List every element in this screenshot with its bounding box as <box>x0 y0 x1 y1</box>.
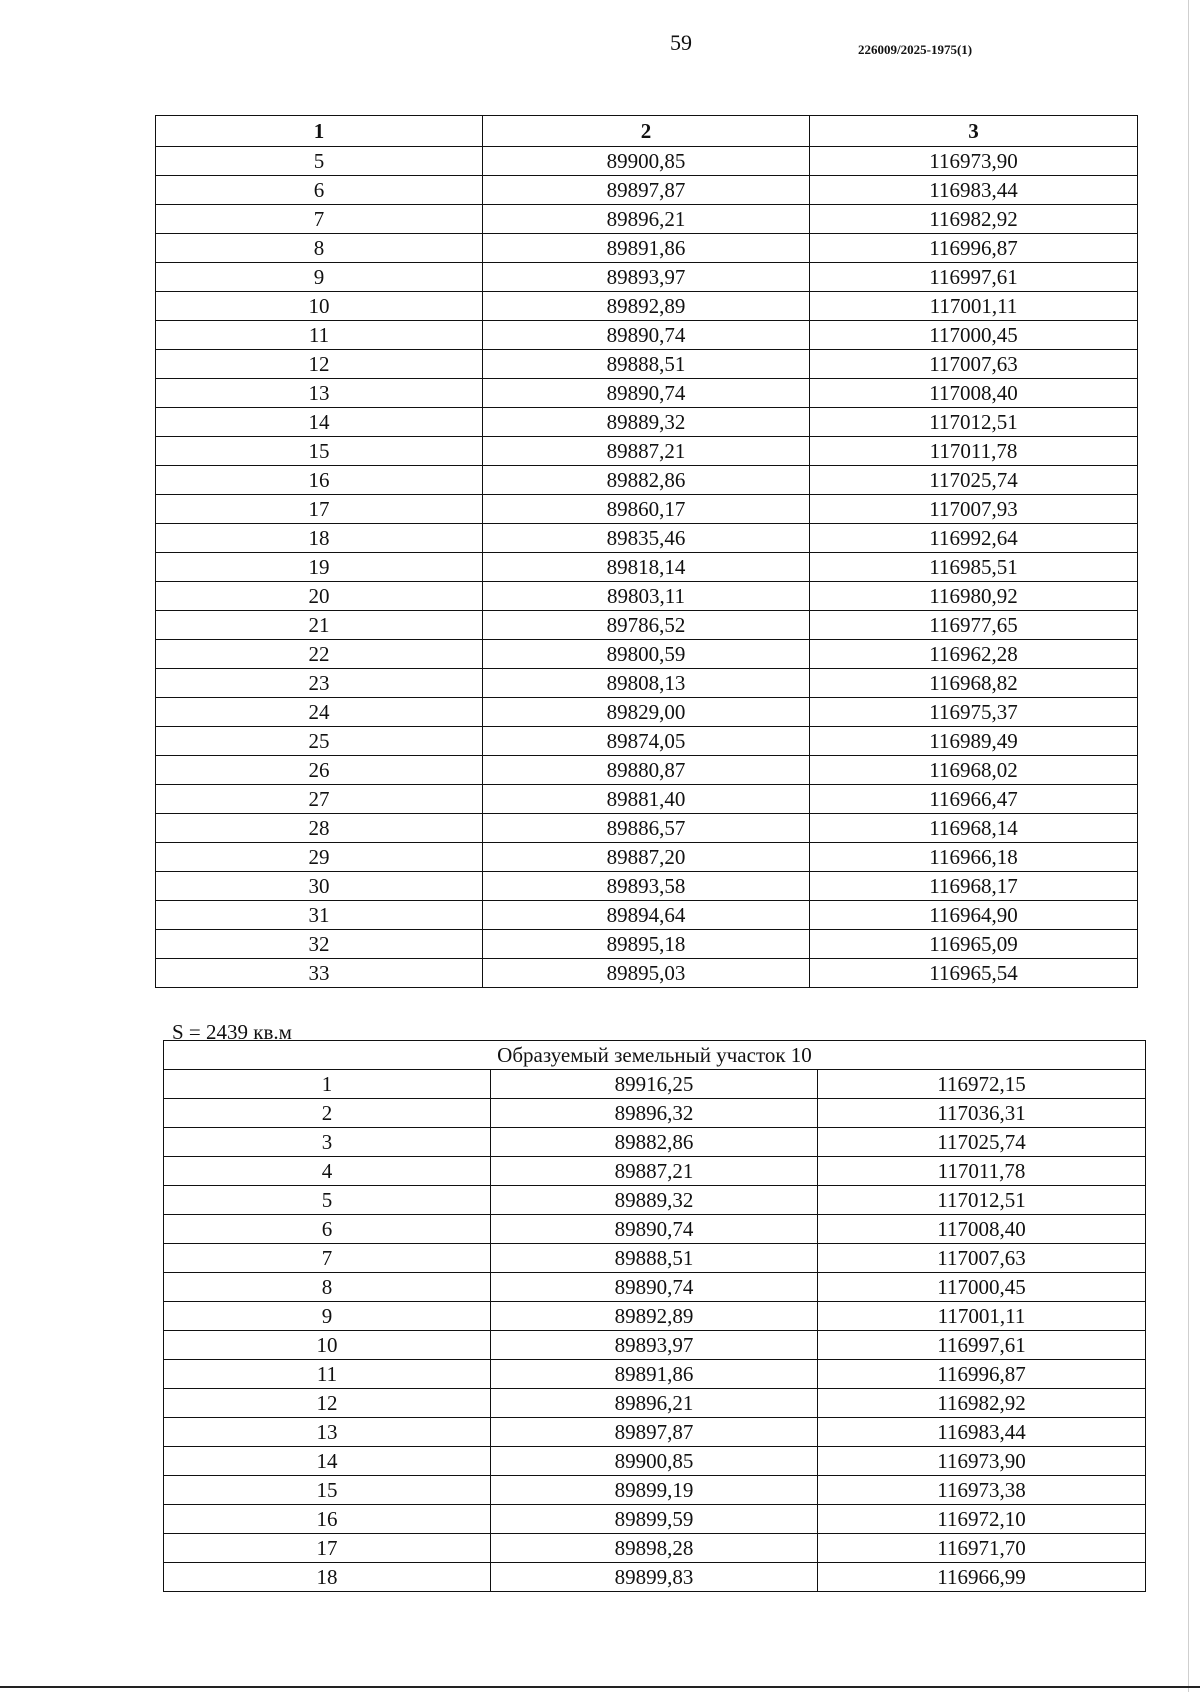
x-coordinate-cell: 89891,86 <box>483 234 810 263</box>
table-row <box>156 379 1138 408</box>
x-coordinate-cell: 89803,11 <box>483 582 810 611</box>
table-row <box>156 321 1138 350</box>
table-row <box>156 814 1138 843</box>
y-coordinate-cell: 117025,74 <box>818 1128 1146 1157</box>
table-row <box>156 350 1138 379</box>
point-number-cell: 23 <box>156 669 483 698</box>
x-coordinate-cell: 89893,97 <box>483 263 810 292</box>
y-coordinate-cell: 116968,14 <box>810 814 1138 843</box>
point-number-cell: 11 <box>164 1360 491 1389</box>
table-row <box>156 495 1138 524</box>
point-number-cell: 28 <box>156 814 483 843</box>
point-number-cell: 24 <box>156 698 483 727</box>
table-row <box>164 1389 1146 1418</box>
y-coordinate-cell: 116966,18 <box>810 843 1138 872</box>
point-number-cell: 21 <box>156 611 483 640</box>
point-number-cell: 8 <box>164 1273 491 1302</box>
table-row <box>156 640 1138 669</box>
x-coordinate-cell: 89890,74 <box>483 321 810 350</box>
x-coordinate-cell: 89900,85 <box>491 1447 818 1476</box>
x-coordinate-cell: 89880,87 <box>483 756 810 785</box>
y-coordinate-cell: 116962,28 <box>810 640 1138 669</box>
x-coordinate-cell: 89888,51 <box>491 1244 818 1273</box>
table-body <box>164 1070 1146 1592</box>
x-coordinate-cell: 89882,86 <box>491 1128 818 1157</box>
point-number-cell: 30 <box>156 872 483 901</box>
x-coordinate-cell: 89889,32 <box>491 1186 818 1215</box>
point-number-cell: 1 <box>164 1070 491 1099</box>
y-coordinate-cell: 117011,78 <box>810 437 1138 466</box>
y-coordinate-cell: 116972,15 <box>818 1070 1146 1099</box>
y-coordinate-cell: 116966,99 <box>818 1563 1146 1592</box>
point-number-cell: 14 <box>156 408 483 437</box>
table-row <box>164 1418 1146 1447</box>
x-coordinate-cell: 89896,21 <box>483 205 810 234</box>
x-coordinate-cell: 89888,51 <box>483 350 810 379</box>
point-number-cell: 12 <box>156 350 483 379</box>
x-coordinate-cell: 89890,74 <box>483 379 810 408</box>
y-coordinate-cell: 116968,82 <box>810 669 1138 698</box>
point-number-cell: 2 <box>164 1099 491 1128</box>
point-number-cell: 9 <box>156 263 483 292</box>
table-row <box>156 843 1138 872</box>
table-row <box>156 234 1138 263</box>
point-number-cell: 31 <box>156 901 483 930</box>
area-total: S = 2439 кв.м <box>172 1020 292 1044</box>
x-coordinate-cell: 89835,46 <box>483 524 810 553</box>
x-coordinate-cell: 89899,83 <box>491 1563 818 1592</box>
x-coordinate-cell: 89887,21 <box>483 437 810 466</box>
point-number-cell: 15 <box>156 437 483 466</box>
table-row <box>156 959 1138 988</box>
table-row <box>156 611 1138 640</box>
point-number-cell: 20 <box>156 582 483 611</box>
y-coordinate-cell: 116992,64 <box>810 524 1138 553</box>
point-number-cell: 29 <box>156 843 483 872</box>
x-coordinate-cell: 89786,52 <box>483 611 810 640</box>
table-row <box>164 1360 1146 1389</box>
table-row <box>156 872 1138 901</box>
x-coordinate-cell: 89887,21 <box>491 1157 818 1186</box>
scan-bottom-border <box>0 1686 1200 1688</box>
table-row <box>164 1215 1146 1244</box>
y-coordinate-cell: 116972,10 <box>818 1505 1146 1534</box>
x-coordinate-cell: 89808,13 <box>483 669 810 698</box>
y-coordinate-cell: 117036,31 <box>818 1099 1146 1128</box>
point-number-cell: 26 <box>156 756 483 785</box>
y-coordinate-cell: 117012,51 <box>818 1186 1146 1215</box>
point-number-cell: 17 <box>164 1534 491 1563</box>
point-number-cell: 7 <box>164 1244 491 1273</box>
x-coordinate-cell: 89887,20 <box>483 843 810 872</box>
table-row <box>156 756 1138 785</box>
y-coordinate-cell: 116985,51 <box>810 553 1138 582</box>
y-coordinate-cell: 116965,09 <box>810 930 1138 959</box>
x-coordinate-cell: 89800,59 <box>483 640 810 669</box>
point-number-cell: 5 <box>156 147 483 176</box>
plot-title: Образуемый земельный участок 10 <box>164 1041 1146 1070</box>
y-coordinate-cell: 116968,02 <box>810 756 1138 785</box>
y-coordinate-cell: 116977,65 <box>810 611 1138 640</box>
x-coordinate-cell: 89882,86 <box>483 466 810 495</box>
x-coordinate-cell: 89894,64 <box>483 901 810 930</box>
point-number-cell: 9 <box>164 1302 491 1331</box>
table-row <box>156 901 1138 930</box>
table-row <box>156 582 1138 611</box>
point-number-cell: 10 <box>156 292 483 321</box>
y-coordinate-cell: 116973,90 <box>810 147 1138 176</box>
table-row <box>164 1505 1146 1534</box>
table-row <box>164 1476 1146 1505</box>
table-body <box>156 147 1138 988</box>
table-row <box>156 727 1138 756</box>
point-number-cell: 33 <box>156 959 483 988</box>
x-coordinate-cell: 89916,25 <box>491 1070 818 1099</box>
y-coordinate-cell: 116996,87 <box>818 1360 1146 1389</box>
point-number-cell: 32 <box>156 930 483 959</box>
y-coordinate-cell: 116997,61 <box>818 1331 1146 1360</box>
point-number-cell: 10 <box>164 1331 491 1360</box>
table-row <box>156 524 1138 553</box>
table-row <box>156 147 1138 176</box>
table-row <box>156 292 1138 321</box>
point-number-cell: 13 <box>156 379 483 408</box>
table-row <box>156 466 1138 495</box>
table-row <box>164 1128 1146 1157</box>
x-coordinate-cell: 89860,17 <box>483 495 810 524</box>
y-coordinate-cell: 116973,38 <box>818 1476 1146 1505</box>
x-coordinate-cell: 89892,89 <box>491 1302 818 1331</box>
table-row <box>164 1447 1146 1476</box>
point-number-cell: 18 <box>164 1563 491 1592</box>
y-coordinate-cell: 117008,40 <box>810 379 1138 408</box>
x-coordinate-cell: 89899,19 <box>491 1476 818 1505</box>
x-coordinate-cell: 89892,89 <box>483 292 810 321</box>
y-coordinate-cell: 116980,92 <box>810 582 1138 611</box>
y-coordinate-cell: 116971,70 <box>818 1534 1146 1563</box>
y-coordinate-cell: 117011,78 <box>818 1157 1146 1186</box>
y-coordinate-cell: 116965,54 <box>810 959 1138 988</box>
table-row <box>164 1331 1146 1360</box>
table-row <box>164 1302 1146 1331</box>
x-coordinate-cell: 89891,86 <box>491 1360 818 1389</box>
x-coordinate-cell: 89889,32 <box>483 408 810 437</box>
point-number-cell: 27 <box>156 785 483 814</box>
column-header-point: 1 <box>156 116 483 147</box>
document-id: 226009/2025-1975(1) <box>858 42 973 57</box>
table-row <box>156 205 1138 234</box>
y-coordinate-cell: 117001,11 <box>818 1302 1146 1331</box>
x-coordinate-cell: 89898,28 <box>491 1534 818 1563</box>
table-row <box>156 437 1138 466</box>
x-coordinate-cell: 89896,32 <box>491 1099 818 1128</box>
plot-title-row <box>164 1041 1146 1070</box>
column-header-x: 2 <box>483 116 810 147</box>
point-number-cell: 11 <box>156 321 483 350</box>
x-coordinate-cell: 89895,03 <box>483 959 810 988</box>
coordinates-table-continued <box>155 115 1138 988</box>
y-coordinate-cell: 116968,17 <box>810 872 1138 901</box>
point-number-cell: 22 <box>156 640 483 669</box>
point-number-cell: 16 <box>164 1505 491 1534</box>
point-number-cell: 12 <box>164 1389 491 1418</box>
table-row <box>164 1186 1146 1215</box>
point-number-cell: 14 <box>164 1447 491 1476</box>
y-coordinate-cell: 116996,87 <box>810 234 1138 263</box>
table-row <box>156 698 1138 727</box>
x-coordinate-cell: 89886,57 <box>483 814 810 843</box>
y-coordinate-cell: 117000,45 <box>810 321 1138 350</box>
y-coordinate-cell: 116982,92 <box>810 205 1138 234</box>
point-number-cell: 5 <box>164 1186 491 1215</box>
y-coordinate-cell: 116983,44 <box>818 1418 1146 1447</box>
y-coordinate-cell: 116973,90 <box>818 1447 1146 1476</box>
x-coordinate-cell: 89900,85 <box>483 147 810 176</box>
table-row <box>156 408 1138 437</box>
point-number-cell: 18 <box>156 524 483 553</box>
y-coordinate-cell: 116983,44 <box>810 176 1138 205</box>
table-row <box>164 1534 1146 1563</box>
point-number-cell: 25 <box>156 727 483 756</box>
y-coordinate-cell: 117025,74 <box>810 466 1138 495</box>
y-coordinate-cell: 117001,11 <box>810 292 1138 321</box>
y-coordinate-cell: 117007,63 <box>818 1244 1146 1273</box>
y-coordinate-cell: 117008,40 <box>818 1215 1146 1244</box>
point-number-cell: 7 <box>156 205 483 234</box>
table-header-row <box>156 116 1138 147</box>
x-coordinate-cell: 89829,00 <box>483 698 810 727</box>
y-coordinate-cell: 117000,45 <box>818 1273 1146 1302</box>
x-coordinate-cell: 89897,87 <box>483 176 810 205</box>
y-coordinate-cell: 117007,63 <box>810 350 1138 379</box>
x-coordinate-cell: 89881,40 <box>483 785 810 814</box>
page-number: 59 <box>670 30 692 55</box>
x-coordinate-cell: 89893,58 <box>483 872 810 901</box>
y-coordinate-cell: 116964,90 <box>810 901 1138 930</box>
table-row <box>164 1563 1146 1592</box>
point-number-cell: 6 <box>164 1215 491 1244</box>
x-coordinate-cell: 89893,97 <box>491 1331 818 1360</box>
x-coordinate-cell: 89899,59 <box>491 1505 818 1534</box>
point-number-cell: 19 <box>156 553 483 582</box>
y-coordinate-cell: 116966,47 <box>810 785 1138 814</box>
point-number-cell: 3 <box>164 1128 491 1157</box>
table-row <box>156 785 1138 814</box>
y-coordinate-cell: 116975,37 <box>810 698 1138 727</box>
table-row <box>164 1099 1146 1128</box>
x-coordinate-cell: 89890,74 <box>491 1215 818 1244</box>
point-number-cell: 8 <box>156 234 483 263</box>
point-number-cell: 16 <box>156 466 483 495</box>
scan-edge-line <box>1188 0 1189 1692</box>
y-coordinate-cell: 116997,61 <box>810 263 1138 292</box>
table-row <box>164 1244 1146 1273</box>
x-coordinate-cell: 89874,05 <box>483 727 810 756</box>
table-row <box>156 176 1138 205</box>
table-row <box>164 1273 1146 1302</box>
y-coordinate-cell: 116982,92 <box>818 1389 1146 1418</box>
x-coordinate-cell: 89897,87 <box>491 1418 818 1447</box>
point-number-cell: 6 <box>156 176 483 205</box>
point-number-cell: 17 <box>156 495 483 524</box>
y-coordinate-cell: 117012,51 <box>810 408 1138 437</box>
table-row <box>156 263 1138 292</box>
x-coordinate-cell: 89896,21 <box>491 1389 818 1418</box>
column-header-y: 3 <box>810 116 1138 147</box>
table-row <box>156 669 1138 698</box>
y-coordinate-cell: 116989,49 <box>810 727 1138 756</box>
table-row <box>156 553 1138 582</box>
y-coordinate-cell: 117007,93 <box>810 495 1138 524</box>
x-coordinate-cell: 89895,18 <box>483 930 810 959</box>
table-row <box>164 1157 1146 1186</box>
table-row <box>156 930 1138 959</box>
x-coordinate-cell: 89818,14 <box>483 553 810 582</box>
point-number-cell: 13 <box>164 1418 491 1447</box>
x-coordinate-cell: 89890,74 <box>491 1273 818 1302</box>
table-row <box>164 1070 1146 1099</box>
point-number-cell: 15 <box>164 1476 491 1505</box>
plot-10-coordinates-table <box>163 1040 1146 1592</box>
point-number-cell: 4 <box>164 1157 491 1186</box>
